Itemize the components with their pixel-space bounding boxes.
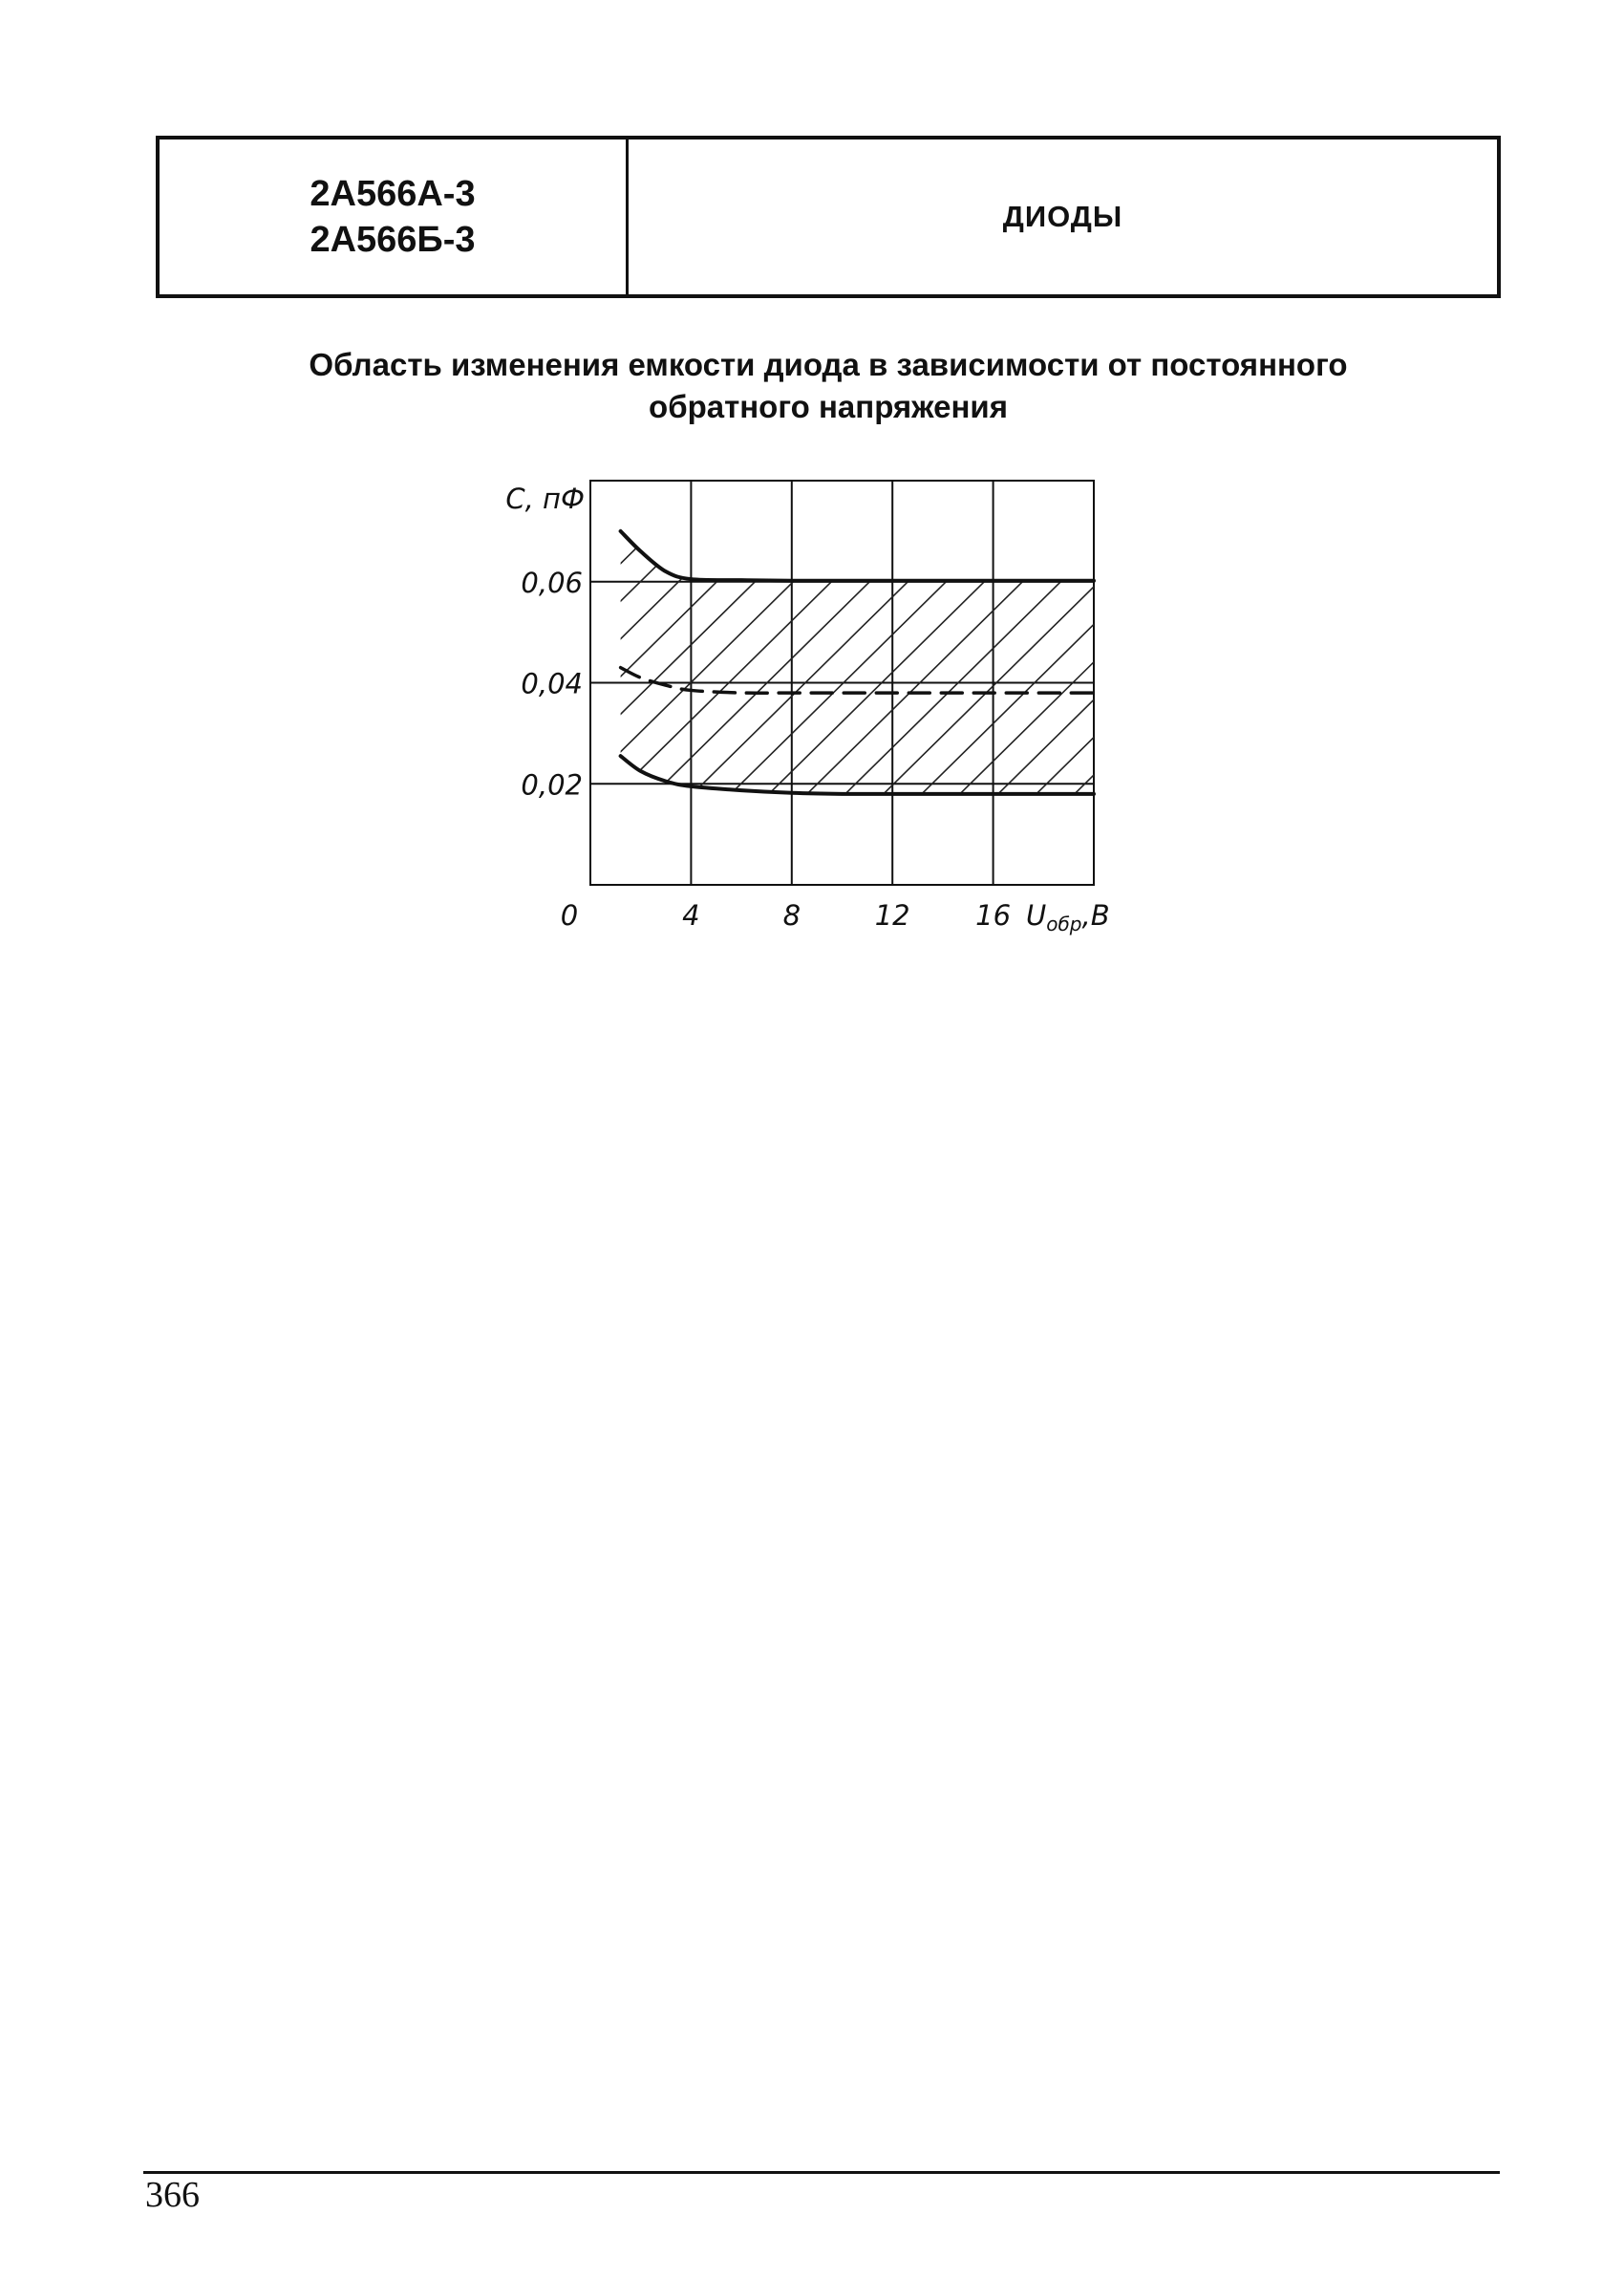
x-axis-label: $U_{обр},В$ xyxy=(1026,899,1110,935)
x-tick-label: 16 xyxy=(975,899,1012,932)
page-number: 366 xyxy=(145,2175,200,2215)
part-number-a: 2А566А-3 xyxy=(310,174,476,214)
x-tick-label: 12 xyxy=(874,899,910,932)
hatch-line xyxy=(1078,462,1527,904)
title-line-1: Область изменения емкости диода в зависимости от постоянного xyxy=(309,347,1348,382)
category-label: ДИОДЫ xyxy=(1002,200,1123,233)
hatch-line xyxy=(1116,462,1565,904)
y-tick-label: 0,02 xyxy=(521,768,583,802)
title-line-2: обратного напряжения xyxy=(649,389,1008,424)
capacitance-chart xyxy=(0,0,1624,956)
x-tick-label: 8 xyxy=(782,899,801,932)
footer-rule xyxy=(143,2171,1500,2174)
x-tick-label: 4 xyxy=(682,899,700,932)
y-tick-label: 0,04 xyxy=(521,667,583,700)
part-number-b: 2А566Б-3 xyxy=(310,220,476,260)
y-tick-label: 0,06 xyxy=(521,566,583,599)
y-axis-label: С, пФ xyxy=(505,483,585,515)
origin-label: 0 xyxy=(560,899,579,932)
hatch-line xyxy=(1039,462,1488,904)
